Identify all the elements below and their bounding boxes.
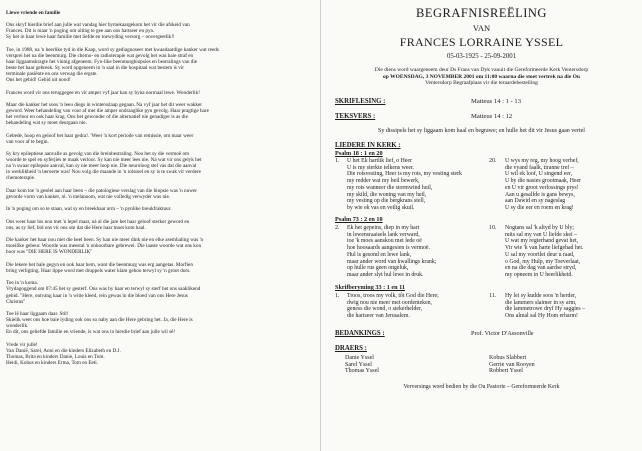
verse-line: my redder wat my heil bewerk, — [347, 178, 420, 185]
verse-line: U by die nasies grootmaak, Heer — [505, 178, 581, 185]
verse-line: die lammers slaimer in sy arm, — [505, 299, 577, 306]
refreshments-note: Verversings word bedien by die Ou Pastorie – Gereformeerde Kerk — [403, 384, 560, 390]
letter-line: Heidi, Kobus en kinders Erma, Tom en Eeti. — [6, 360, 99, 367]
letter-line: In 'n poging om so te staan, wal sy en breekhaar arm – 'n pynlike breukfraktuur. — [6, 206, 172, 213]
letter-line: gevorde vorm van kanker, nl. 'n melanoom, wat nie volledig verwyder was nie. — [6, 193, 171, 200]
letter-line: Skielik weet ons hoe baie lyding ook ons so naby aan die Here gebring het. Ja, die Here is — [6, 317, 193, 324]
verse-line: dwig nou nie meer met oordenteken, — [347, 299, 432, 306]
letter-line: wonderlik. — [6, 323, 29, 330]
letter-line: woorde te spel en syferjies te maak verloor. Sy kan nie meer lees nie. Na wat vir ons gelyk het — [6, 157, 202, 164]
bearers-right-list — [489, 355, 535, 375]
letter-line: behandeling wat sy moet deurgaan nie. — [6, 120, 87, 127]
verse-line: mits sal my van U liefde skei – — [505, 231, 577, 238]
letter-paragraph — [6, 22, 314, 40]
verse-line: U het Ek hartlik lief, o Heer — [347, 158, 412, 164]
verse-line: maar ander word van kwallings krank; — [347, 258, 437, 265]
letter-paragraph — [6, 342, 314, 366]
letter-line: versprei het na die beenmurg. Die chemo- en radioterapie wat gevolg het was baie straf en — [6, 52, 194, 59]
teksvers-value: Matteus 14 : 12 — [471, 113, 513, 120]
bearer-name: Thomas Yssel — [345, 368, 379, 375]
program-van: VAN — [472, 23, 491, 33]
letter-line: het verloor en ook haar krag. Ons het gewonder of die alternatief nie genadiger is as die — [6, 114, 188, 121]
letter-line: Sy kry epileptiese aanvalle as gevolg van die breinbestraling. Nou het sy die vermoë om — [6, 151, 190, 158]
letter-line: Daar kom toe 'n gesêel aan haar been – die patologiese verslag van die biopsie was 'n nuwer — [6, 187, 198, 194]
verse-line: U wys my reg, my hoog verhef, — [505, 158, 579, 164]
bearer-name: Robbert Yssel — [489, 368, 523, 375]
song-1-verse-b-num: 20. — [489, 158, 497, 164]
song-3-verse-a-num: 1. — [335, 293, 340, 299]
letter-line: Ons het gebid! Gebid uit nood! — [6, 77, 71, 84]
letter-line: chemoterapie. — [6, 175, 36, 182]
letter-line: na 'n swaar epilepsie aanval, kan sy nie meer loop nie. Die neuroloog stel vas dat die aanval — [6, 163, 197, 170]
verse-line: Aan u gesalfde is gans bewys, — [505, 191, 575, 198]
bearers-left-list — [345, 355, 379, 375]
song-2-title: Psalm 73 : 2 en 10 — [335, 216, 383, 223]
letter-line: Vrydagoggend om 07:45 het sy gesterf. Ons was by haar en terwyl sy sterf het ons saaklikend — [6, 286, 201, 293]
song-1-verse-b — [505, 158, 581, 212]
letter-line: Christus" — [6, 298, 26, 305]
letter-line: Vrede vir julle! — [6, 341, 38, 348]
verse-line: toe 'k moes aanskou met lede oë — [347, 238, 422, 245]
deceased-name: FRANCES LORRAINE YSSEL — [399, 35, 564, 49]
letter-line: van voor af te begin. — [6, 138, 49, 145]
verse-line: Die rotsvesting, Heer is my rots, my vesting sterk — [347, 171, 462, 178]
bearers-label: DRAERS : — [335, 345, 367, 352]
verse-line: die vyand faalk, tiranne tref – — [505, 164, 574, 171]
service-line-1: Die diens word waargeneem deur Ds Frans van Dyk vanuit die Gereformeerde Kerk Ventersdorp — [374, 67, 589, 73]
verse-line: Hy lei sy kudde soos 'n herder, — [505, 293, 577, 299]
bearer-name: Danie Yssel — [345, 355, 374, 361]
letter-line: Thomas, Brita en kinders Danie, Louis en Tom. — [6, 353, 105, 360]
song-2-verse-b-num: 10. — [489, 225, 497, 231]
letter-line: Ons skryf hierdie brief aan julle wat vandag hier bymekaargekom het vir die afskeid van — [6, 22, 190, 28]
verse-line: U sy die eer en roem en krag! — [505, 204, 574, 211]
thanks-label: BEDANKINGS : — [335, 330, 385, 337]
verse-line: by wie ek vas en veilig skuil. — [347, 204, 415, 211]
verse-line: U wat my regterhand gevat het, — [505, 238, 579, 245]
song-2-verse-a — [347, 225, 436, 279]
letter-greeting: Liewe vriende en familie — [6, 10, 61, 16]
song-3-verse-b-num: 11. — [489, 293, 497, 299]
verse-line: Vir wie 'k van harte liefgehad het. — [505, 245, 584, 252]
letter-paragraph — [6, 262, 314, 274]
letter-line: Ons weer haar los nou met 'n lepel maar, ná al die jare het haar geloof sterker geword en — [6, 218, 190, 225]
song-3-verse-a — [347, 293, 439, 320]
song-1-verse-a-num: 1. — [335, 158, 340, 164]
letter-line: ons, as sy lief, bid ons vir ons om dat die Here haar moet kom haal. — [6, 224, 146, 231]
letter-line: Die lekere het hale gegyn en ook haar hem, want die beenmurg was erg aangetas. Morfien — [6, 261, 193, 268]
letter-line: Frances. Dit is maar 'n poging om uiting te gee aan ons hartseer en pyn. — [6, 28, 155, 35]
letter-line: Gebede, hoop en geloof het haar gedra!. 'Weer 'n kort periode van remissie, om maar weer — [6, 132, 194, 139]
verse-line: en U vir groot verlossings prys! — [505, 184, 579, 191]
song-3-verse-b — [505, 293, 585, 320]
letter-paragraph — [6, 188, 314, 200]
verse-line: en na die dag van aardse stryd, — [505, 265, 577, 272]
verse-line: U sal my voortlei deur u raad, — [505, 251, 575, 258]
letter-line: Sy het in haar lewe haar familie met liefde en toewyding versorg – onvergeetlik!! — [6, 34, 175, 41]
verse-line: op hulle rus geen ongeluk, — [347, 265, 409, 272]
verse-line: o God, my Hulp, my Toeverlaat, — [505, 258, 581, 265]
verse-line: Troos, troos my volk, tôt God die Here; — [347, 293, 439, 299]
letter-line: bring verligting. Haar lippe word met druppels water klam gehou terwyl sy 'n groot dors. — [6, 267, 191, 274]
verse-line: Hul is gesond en lewe lank, — [347, 251, 412, 258]
verse-line: in lewensraaisels lank verward, — [347, 231, 420, 238]
letter-line: Die kanker het haar nou met die heel been. Sy kan nie meer dink nie en elke asemhaling was 'n — [6, 237, 204, 244]
program-page — [321, 0, 642, 451]
song-2-verse-a-num: 2. — [335, 225, 340, 231]
verse-line: U is my sterkte telkens weer. — [347, 164, 414, 171]
verse-line: Ons almal sal Hy Hom erbarm! — [505, 313, 578, 320]
teksvers-label: TEKSVERS : — [335, 113, 376, 120]
song-3-title: Skrifberyming 33 : 1 en 11 — [335, 284, 405, 291]
letter-paragraph — [6, 90, 314, 96]
verse-line: my rots wanneer die stormwind huil, — [347, 184, 433, 191]
scripture-quote: Sy dissipels het sy liggaam kom haal en begrawe; en hulle het dit vir Jesus gaan vertel — [378, 128, 585, 134]
song-2-verse-b — [505, 225, 583, 279]
verse-line: Ek het gepeins, diep in my hart — [347, 225, 420, 231]
verse-line: geness die wond, o siekerhelder, — [347, 306, 423, 313]
letter-paragraph — [6, 219, 314, 231]
song-1-verse-a — [347, 158, 462, 212]
letter-line: Toe in 'n koma. — [6, 280, 38, 287]
letter-paragraph — [6, 151, 314, 181]
bearer-name: Gerrie van Rooyen — [489, 361, 535, 368]
letter-paragraph — [6, 206, 314, 212]
bearer-name: Kobus Slabbert — [489, 355, 527, 361]
letter-paragraph — [6, 133, 314, 145]
verse-line: hoe hoosaards aangesien is vermoë. — [347, 245, 430, 252]
songs-heading: LIEDERE IN KERK : — [335, 142, 401, 149]
skriflesing-label: SKRIFLESING : — [335, 98, 386, 105]
letter-line: geword. Weer behandeling van voor af met die amper ondraaglike pyn gevolg. Haar pragtige hare — [6, 107, 209, 114]
verse-line: my vesting op die bergkrans stell, — [347, 198, 426, 205]
verse-line: aan Dawid en sy nageslag — [505, 198, 566, 205]
verse-line: my skild, die woning van my heil, — [347, 191, 427, 198]
letter-line: in werklikheid 'n beroerte was! Nou volg die maande in 'n rolstoel en sy is te swak vir verdere — [6, 169, 201, 176]
letter-line: haar liggaamskragte het vinnig afgeneem. Fyn-like beenmurgbiopsies en bestralings van die — [6, 58, 198, 65]
letter-paragraph — [6, 280, 314, 304]
letter-paragraph — [6, 311, 314, 335]
skriflesing-value: Matteus 14 : 1 - 13 — [471, 98, 521, 105]
letter-paragraph — [6, 237, 314, 255]
letter-line: En dit, ons geliefde familie en vriende, is wat ons in hierdie brief aan julle wil sê! — [6, 329, 176, 336]
verse-line: my opneem in U heerlikheid. — [505, 271, 573, 278]
letter-line: hoor was "DIE HERE IS WONDERLIK" — [6, 249, 93, 256]
verse-line: die hartseer van Jerusalem. — [347, 313, 410, 320]
thanks-value: Prof. Victor D'Assonville — [471, 330, 534, 337]
verse-line: Nogtans sal 'k altyd by U bly; — [505, 225, 574, 231]
letter-line: Maar die kanker het soos 'n leeu diegs in wintersslaap gegaan. Na vyf jaar het dit weer wakker — [6, 101, 202, 108]
letter-line: beste het haar gebreek. Sy word opgeneem in 'n saal in die hospitaal wat bestem is vir — [6, 64, 184, 71]
verse-line: die lammetrowe dryf Hy saggies – — [505, 306, 586, 313]
life-dates: 05-03-1925 - 25-09-2001 — [446, 53, 517, 60]
letter-line: Toe lê haar liggaam daar. Stil! — [6, 311, 69, 318]
letter-line: gebid. "Here, ontvang haar in 'n witte kleed, rein gewas in die bloed van ons Here Jesus — [6, 292, 188, 299]
letter-line: Van Danië, Sarel, Anni en die kinders Elizabeth en D.J. — [6, 347, 121, 354]
letter-line: moeilike gebeur. Woorde was meestal 'n onhoorbare gebrewel. Die laaste woorde wat ons kon — [6, 243, 202, 250]
verse-line: U wil ek loof, U singend eer, — [505, 171, 573, 178]
letter-paragraph — [6, 47, 314, 84]
letter-paragraph — [6, 102, 314, 126]
service-line-2: op WOENSDAG, 3 NOVEMBER 2001 om 11:00 waarna die stoet vertrek na die Ou — [383, 73, 580, 80]
letter-line: terminale pasiënte en ons verwag die ergste. — [6, 70, 98, 77]
program-title: BEGRAFNISREËLING — [416, 6, 547, 20]
bearer-name: Sarel Yssel — [345, 361, 372, 368]
service-line-3: Ventersdorp Begraafplaas vir die teraardebestelling — [425, 80, 538, 86]
verse-line: maar ander slyt hul lewe in druk. — [347, 271, 424, 278]
letter-line: Frances word vir ons teruggegee en vir amper vyf jaar kan sy byna normaal lewe. Wonderlik! — [6, 89, 200, 96]
letter-line: Toe, in 1988, na 'n heerlike tyd in die Kaap, word sy gediagnoseer met kwaadaardige kanker wat reeds — [6, 46, 219, 53]
song-1-title: Psalm 18 : 1 en 20 — [335, 150, 383, 157]
